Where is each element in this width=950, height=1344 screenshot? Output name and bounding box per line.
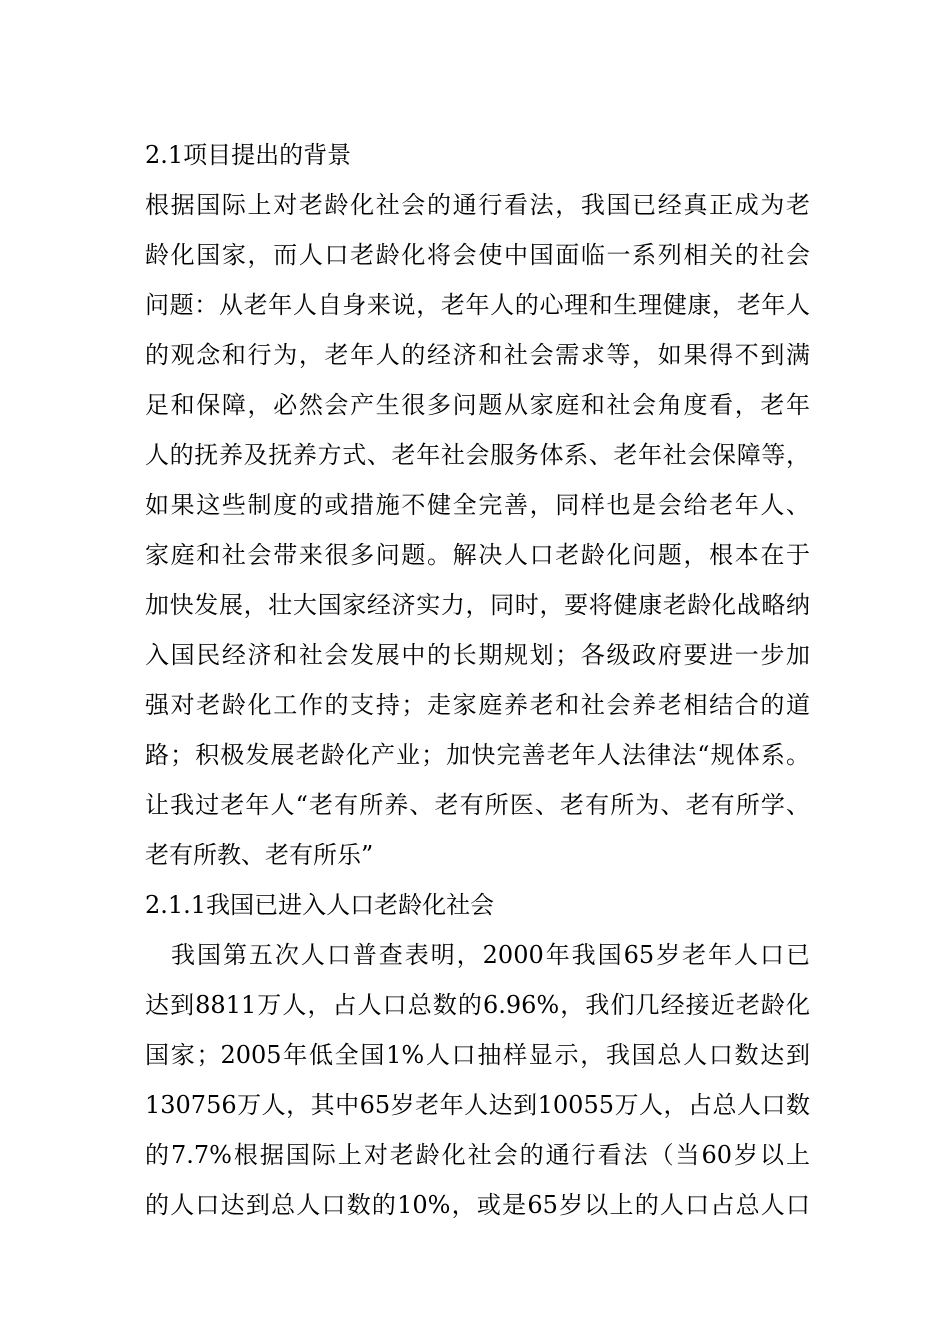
paragraph-background <box>145 180 810 880</box>
paragraph-line: 强对老龄化工作的支持；走家庭养老和社会养老相结合的道 <box>145 691 810 719</box>
section-heading: 2.1项目提出的背景 <box>145 141 352 169</box>
paragraph-line: 龄化国家，而人口老龄化将会使中国面临一系列相关的社会 <box>145 241 810 269</box>
paragraph-line: 足和保障，必然会产生很多问题从家庭和社会角度看，老年 <box>145 391 810 419</box>
paragraph-line: 入国民经济和社会发展中的长期规划；各级政府要进一步加 <box>145 641 810 669</box>
subsection-heading: 2.1.1我国已进入人口老龄化社会 <box>145 891 495 919</box>
paragraph-line: 老有所教、老有所乐” <box>145 841 374 869</box>
paragraph-line: 达到8811万人，占人口总数的6.96%，我们几经接近老龄化 <box>145 991 810 1019</box>
paragraph-line: 路；积极发展老龄化产业；加快完善老年人法律法“规体系。 <box>145 741 810 769</box>
document-body <box>145 130 810 1230</box>
paragraph-line: 国家；2005年低全国1%人口抽样显示，我国总人口数达到 <box>145 1041 810 1069</box>
paragraph-line: 我国第五次人口普查表明，2000年我国65岁老年人口已 <box>171 941 810 969</box>
paragraph-aging-society <box>145 930 810 1230</box>
paragraph-line: 加快发展，壮大国家经济实力，同时，要将健康老龄化战略纳 <box>145 591 810 619</box>
paragraph-line: 人的抚养及抚养方式、老年社会服务体系、老年社会保障等， <box>145 441 810 469</box>
paragraph-line: 如果这些制度的或措施不健全完善，同样也是会给老年人、 <box>145 491 810 519</box>
paragraph-line: 根据国际上对老龄化社会的通行看法，我国已经真正成为老 <box>145 191 810 219</box>
paragraph-line: 的人口达到总人口数的10%，或是65岁以上的人口占总人口 <box>145 1191 810 1219</box>
paragraph-line: 的7.7%根据国际上对老龄化社会的通行看法（当60岁以上 <box>145 1141 810 1169</box>
paragraph-line: 的观念和行为，老年人的经济和社会需求等，如果得不到满 <box>145 341 810 369</box>
paragraph-line: 130756万人，其中65岁老年人达到10055万人，占总人口数 <box>145 1091 810 1119</box>
paragraph-line: 家庭和社会带来很多问题。解决人口老龄化问题，根本在于 <box>145 541 810 569</box>
paragraph-line: 问题：从老年人自身来说，老年人的心理和生理健康，老年人 <box>145 291 810 319</box>
paragraph-line: 让我过老年人“老有所养、老有所医、老有所为、老有所学、 <box>145 791 810 819</box>
